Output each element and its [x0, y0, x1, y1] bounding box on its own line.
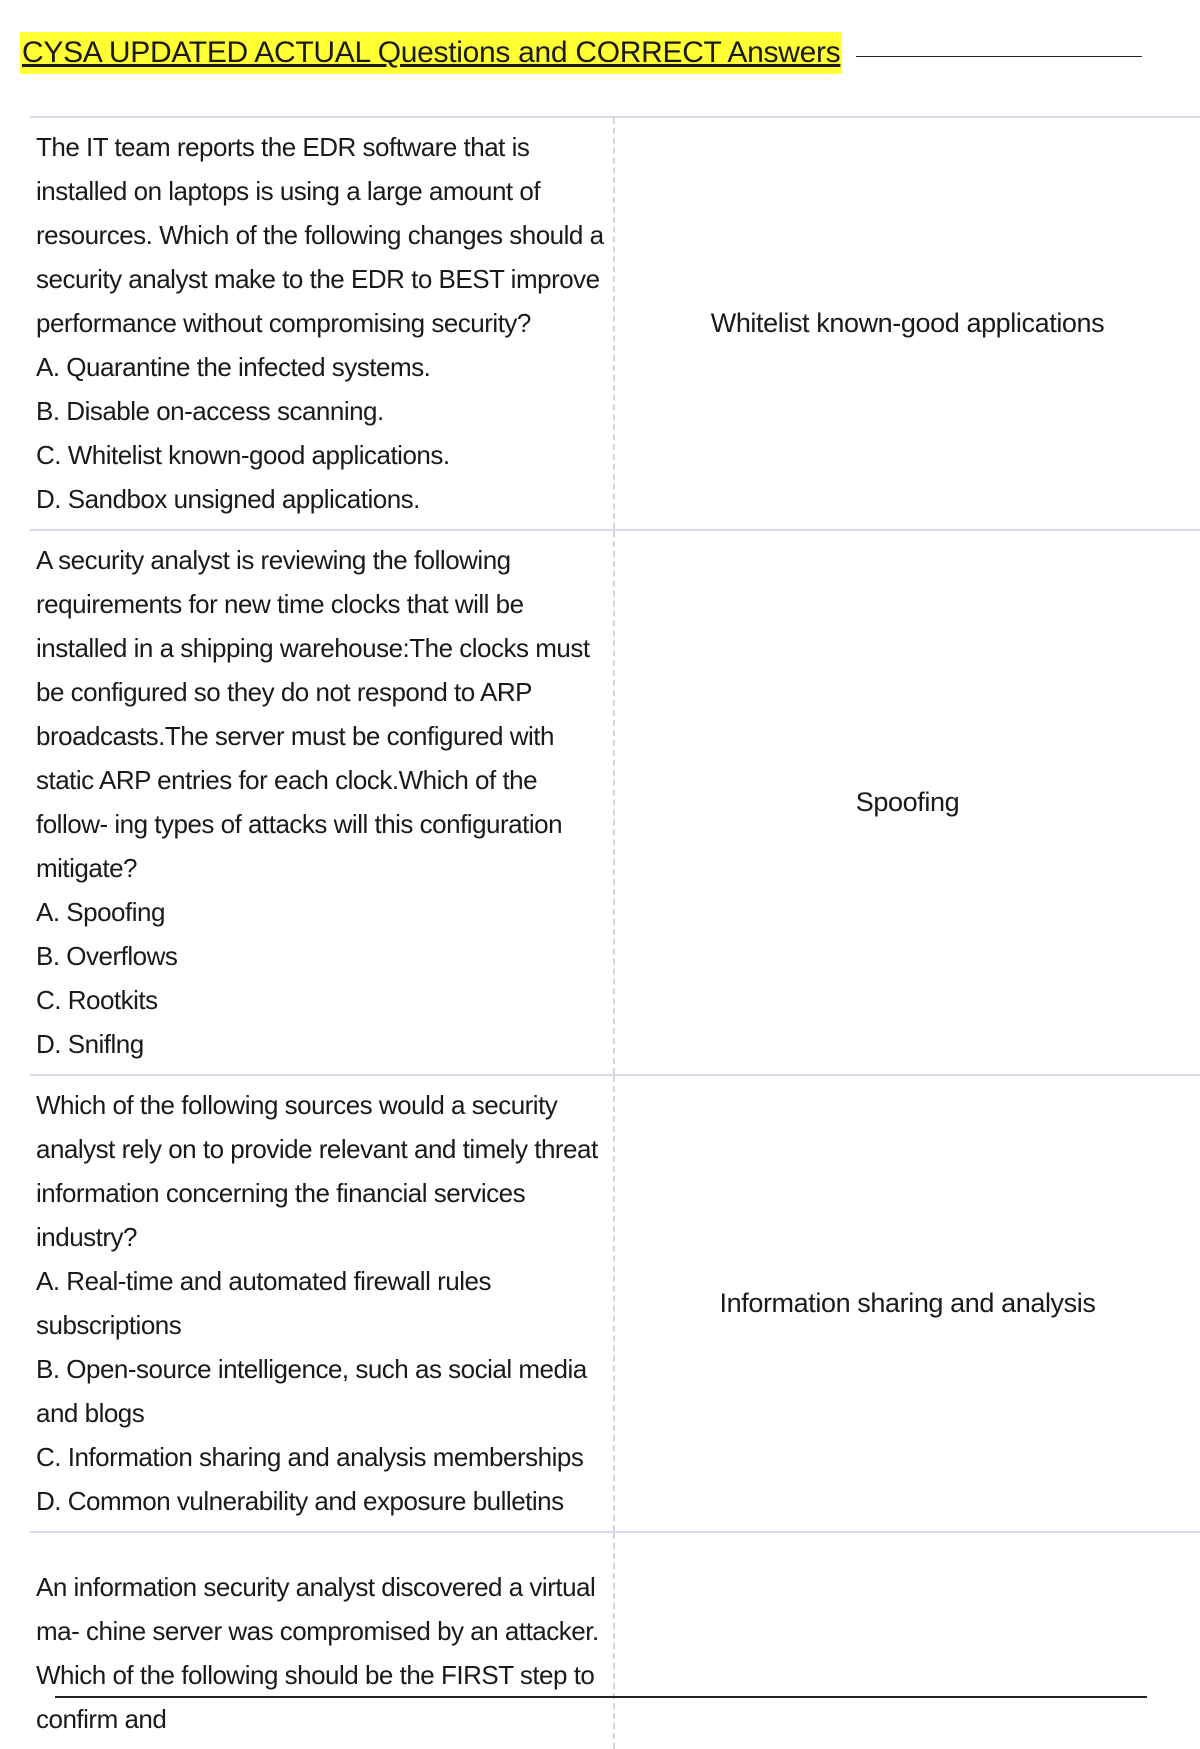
question-cell	[30, 1076, 615, 1531]
answer-text: Whitelist known-good applications	[710, 308, 1105, 338]
question-text: Which of the following sources would a security analyst rely on to provide relevant and timely threat information concerning the financial services industry?	[36, 1090, 598, 1252]
qa-row-2	[30, 529, 1200, 1074]
document-title: CYSA UPDATED ACTUAL Questions and CORRECT Answers	[20, 32, 842, 74]
option-list	[36, 890, 605, 1066]
answer-text: Spoofing	[855, 787, 960, 817]
qa-table	[30, 116, 1200, 1749]
question-cell	[30, 118, 615, 529]
question-cell	[30, 1533, 615, 1749]
option-c: C. Whitelist known-good applications.	[36, 440, 450, 470]
option-a: A. Quarantine the infected systems.	[36, 352, 431, 382]
option-a: A. Real-time and automated firewall rules subscriptions	[36, 1266, 491, 1340]
qa-row-3	[30, 1074, 1200, 1531]
question-text: A security analyst is reviewing the following requirements for new time clocks that will be installed in a shipping warehouse:The clocks must be configured so they do not respond to ARP broadcasts.The server must be configured with static ARP entries for each clock.Which of the follow- ing types of attacks will this configuration mitigate?	[36, 545, 590, 883]
option-a: A. Spoofing	[36, 897, 165, 927]
answer-cell	[615, 1533, 1200, 1749]
answer-text: Information sharing and analysis	[719, 1288, 1096, 1318]
option-d: D. Sandbox unsigned applications.	[36, 484, 420, 514]
title-rule	[856, 56, 1142, 57]
option-list	[36, 1259, 605, 1523]
document-header	[20, 32, 1142, 76]
option-list	[36, 345, 605, 521]
option-b: B. Disable on-access scanning.	[36, 396, 384, 426]
answer-cell	[615, 531, 1200, 1074]
option-c: C. Rootkits	[36, 985, 158, 1015]
qa-row-1	[30, 116, 1200, 529]
page-footer-rule	[55, 1696, 1147, 1698]
option-d: D. Sniflng	[36, 1029, 144, 1059]
qa-row-4	[30, 1531, 1200, 1749]
answer-cell	[615, 118, 1200, 529]
question-cell	[30, 531, 615, 1074]
option-b: B. Overflows	[36, 941, 178, 971]
question-text: The IT team reports the EDR software that is installed on laptops is using a large amount of resources. Which of the following changes should a security analyst make to the EDR to BEST improve performance without compromising security?	[36, 132, 604, 338]
question-text: An information security analyst discovered a virtual ma- chine server was compromised by an attacker. Which of the following should be the FIRST step to confirm and	[36, 1572, 599, 1734]
option-d: D. Common vulnerability and exposure bulletins	[36, 1486, 564, 1516]
option-b: B. Open-source intelligence, such as social media and blogs	[36, 1354, 587, 1428]
option-c: C. Information sharing and analysis memberships	[36, 1442, 584, 1472]
answer-cell	[615, 1076, 1200, 1531]
